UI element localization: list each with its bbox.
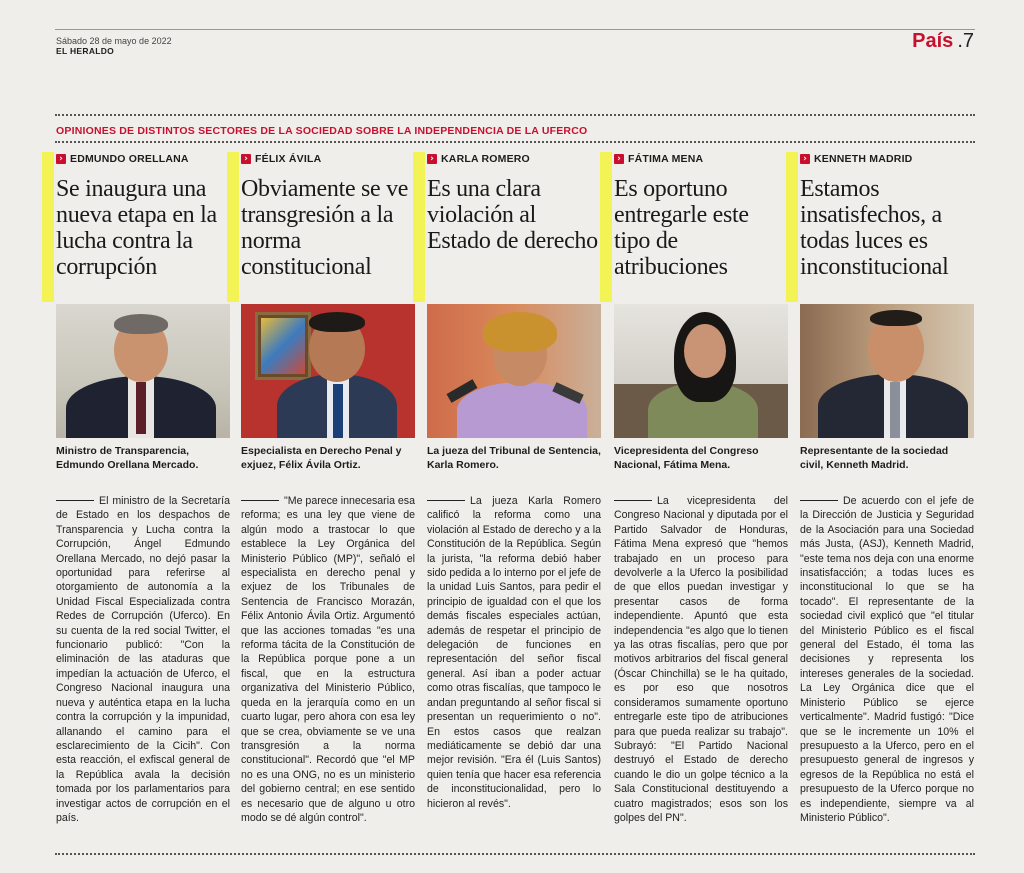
headline: Obviamente se ve transgresión a la norma constitucional xyxy=(241,176,409,280)
photo-caption: La jueza del Tribunal de Sentencia, Karla Romero. xyxy=(427,445,601,471)
kicker-bottom-rule xyxy=(55,141,975,143)
photo-caption: Vicepresidenta del Congreso Nacional, Fátima Mena. xyxy=(614,445,759,471)
headline: Es una clara violación al Estado de derecho xyxy=(427,176,598,254)
lead-rule xyxy=(800,500,838,501)
newspaper-name: EL HERALDO xyxy=(56,46,115,56)
kicker: OPINIONES DE DISTINTOS SECTORES DE LA SOCIEDAD SOBRE LA INDEPENDENCIA DE LA UFERCO xyxy=(56,125,588,137)
highlighter-mark xyxy=(786,152,798,302)
kicker-top-rule xyxy=(55,114,975,116)
author-name: EDMUNDO ORELLANA xyxy=(70,153,189,165)
chevron-right-icon: › xyxy=(56,154,66,164)
author-line xyxy=(427,150,601,168)
headline: Estamos insatisfechos, a todas luces es inconstitucional xyxy=(800,176,949,280)
chevron-right-icon: › xyxy=(614,154,624,164)
author-line xyxy=(614,150,788,168)
opinion-column xyxy=(800,150,974,825)
dateline: Sábado 28 de mayo de 2022 xyxy=(56,36,172,46)
portrait-photo xyxy=(241,304,415,438)
author-line xyxy=(241,150,415,168)
highlighter-mark xyxy=(413,152,425,302)
portrait-photo xyxy=(800,304,974,438)
opinion-column xyxy=(56,150,230,825)
author-name: KENNETH MADRID xyxy=(814,153,913,165)
bottom-rule xyxy=(55,853,975,855)
opinion-column xyxy=(427,150,601,811)
author-line xyxy=(56,150,230,168)
chevron-right-icon: › xyxy=(241,154,251,164)
highlighter-mark xyxy=(227,152,239,302)
article-body: La vicepresidenta del Congreso Nacional y diputada por el Partido Salvador de Honduras, Fátima Mena expresó que "hemos trabajado en un proceso para devolverle a la Uferco la posibilidad de que ellos puedan investigar y presentar casos de forma independiente. Apuntó que esta independencia "es algo que lo tienen ya las otras fiscalías, pero que por motivos arbitrarios del fiscal general (Óscar Chinchilla) se le ha quitado, es por eso que nosotros consideramos sumamente oportuno entregarle este tipo de atribuciones para que pueda realizar su trabajo". Subrayó: "El Partido Nacional destruyó el Estado de derecho cuando le dio un golpe técnico a la Sala Constitucional destituyendo a cuatro magistrados; esos son los golpes del PN". xyxy=(614,495,788,824)
author-name: FÁTIMA MENA xyxy=(628,153,704,165)
page-number: .7 xyxy=(957,30,974,52)
photo-caption: Ministro de Transparencia, Edmundo Orellana Mercado. xyxy=(56,445,199,471)
author-name: FÉLIX ÁVILA xyxy=(255,153,322,165)
lead-rule xyxy=(56,500,94,501)
article-body: De acuerdo con el jefe de la Dirección de Justicia y Seguridad de la Asociación para una Sociedad más Justa, (ASJ), Kenneth Madrid, "este tema nos deja con una enorme insatisfacción; a todas luces es inconstitucional lo que se ha tocado". El representante de la sociedad civil explicó que "el titular del Ministerio Público es el fiscal general del Estado, él toma las decisiones y representa los intereses generales de la sociedad. La Ley Orgánica dice que el Ministerio Público se ejerce verticalmente". Madrid fustigó: "Dice que se le incremente un 10% el presupuesto a la Uferco, pero en el presupuesto general de ingresos y egresos de la República no está el presupuesto de la Uferco porque no es independiente, siempre va al Ministerio Público". xyxy=(800,495,974,824)
article-body: La jueza Karla Romero calificó la reforma como una violación al Estado de derecho y a la Constitución de la República. Según la jurista, "la reforma debió haber sido pedida a lo interno por el jefe de la unidad Luis Santos, para pedir el principio de igualdad con el que los demás fiscales especiales actúan, además de respetar el principio de delegación de funciones en representación del señor fiscal general. Así iban a poder actuar como otras fiscalías, que tampoco le andan preguntando al señor fiscal si presentan un requerimiento o no". En estos casos que realzan mediáticamente se debió dar una mejor revisión. "Era él (Luis Santos) quien tenía que hacer esa referencia de inconstitucionalidad, pero lo hicieron al revés". xyxy=(427,495,601,810)
section-header xyxy=(912,30,974,53)
headline: Se inaugura una nueva etapa en la lucha contra la corrupción xyxy=(56,176,217,280)
portrait-photo xyxy=(56,304,230,438)
opinion-column xyxy=(241,150,415,825)
lead-rule xyxy=(614,500,652,501)
photo-caption: Especialista en Derecho Penal y exjuez, Félix Ávila Ortiz. xyxy=(241,445,402,471)
author-line xyxy=(800,150,974,168)
highlighter-mark xyxy=(42,152,54,302)
opinion-column xyxy=(614,150,788,825)
portrait-photo xyxy=(427,304,601,438)
article-body: "Me parece innecesaria esa reforma; es una ley que viene de algún modo a trastocar lo que establece la Ley Orgánica del Ministerio Público (MP)", señaló el especialista en derecho penal y exjuez de los Tribunales de Sentencia de Francisco Morazán, Félix Antonio Ávila Ortiz. Argumentó que las acciones tomadas "es una reforma tácita de la Constitución de la República porque pone a un fiscal, que en la estructura organizativa del Ministerio Público, queda en la jerarquía como en un cuarto lugar, pero ahora con esa ley que se crea, obviamente se ve una transgresión a la norma constitucional". Recordó que "el MP no es una ONG, no es un ministerio del gobierno central; en ese sentido es necesario que de alguno u otro modo se dé algún control". xyxy=(241,495,415,824)
chevron-right-icon: › xyxy=(427,154,437,164)
chevron-right-icon: › xyxy=(800,154,810,164)
article-body: El ministro de la Secretaría de Estado en los despachos de Transparencia y Lucha contra la Corrupción, Ángel Edmundo Orellana Mercado, no dejó pasar la oportunidad para referirse al otorgamiento de autonomía a la Unidad Fiscal Especializada contra Redes de Corrupción (Uferco). En su cuenta de la red social Twitter, el funcionario publicó: "Con la eliminación de las ataduras que impedían la actuación de Uferco, el Congreso Nacional inaugura una nueva y auténtica etapa en la lucha contra la corrupción y la impunidad, allanando el camino para el esclarecimiento de la Cicih". Con esta reacción, el exfiscal general de la República avala la decisión tomada por los parlamentarios para investigar actos de corrupción en el país. xyxy=(56,495,230,824)
section-name: País xyxy=(912,30,954,52)
author-name: KARLA ROMERO xyxy=(441,153,530,165)
photo-caption: Representante de la sociedad civil, Kenneth Madrid. xyxy=(800,445,949,471)
highlighter-mark xyxy=(600,152,612,302)
lead-rule xyxy=(427,500,465,501)
headline: Es oportuno entregarle este tipo de atribuciones xyxy=(614,176,749,280)
top-rule xyxy=(55,29,975,30)
lead-rule xyxy=(241,500,279,501)
portrait-photo xyxy=(614,304,788,438)
